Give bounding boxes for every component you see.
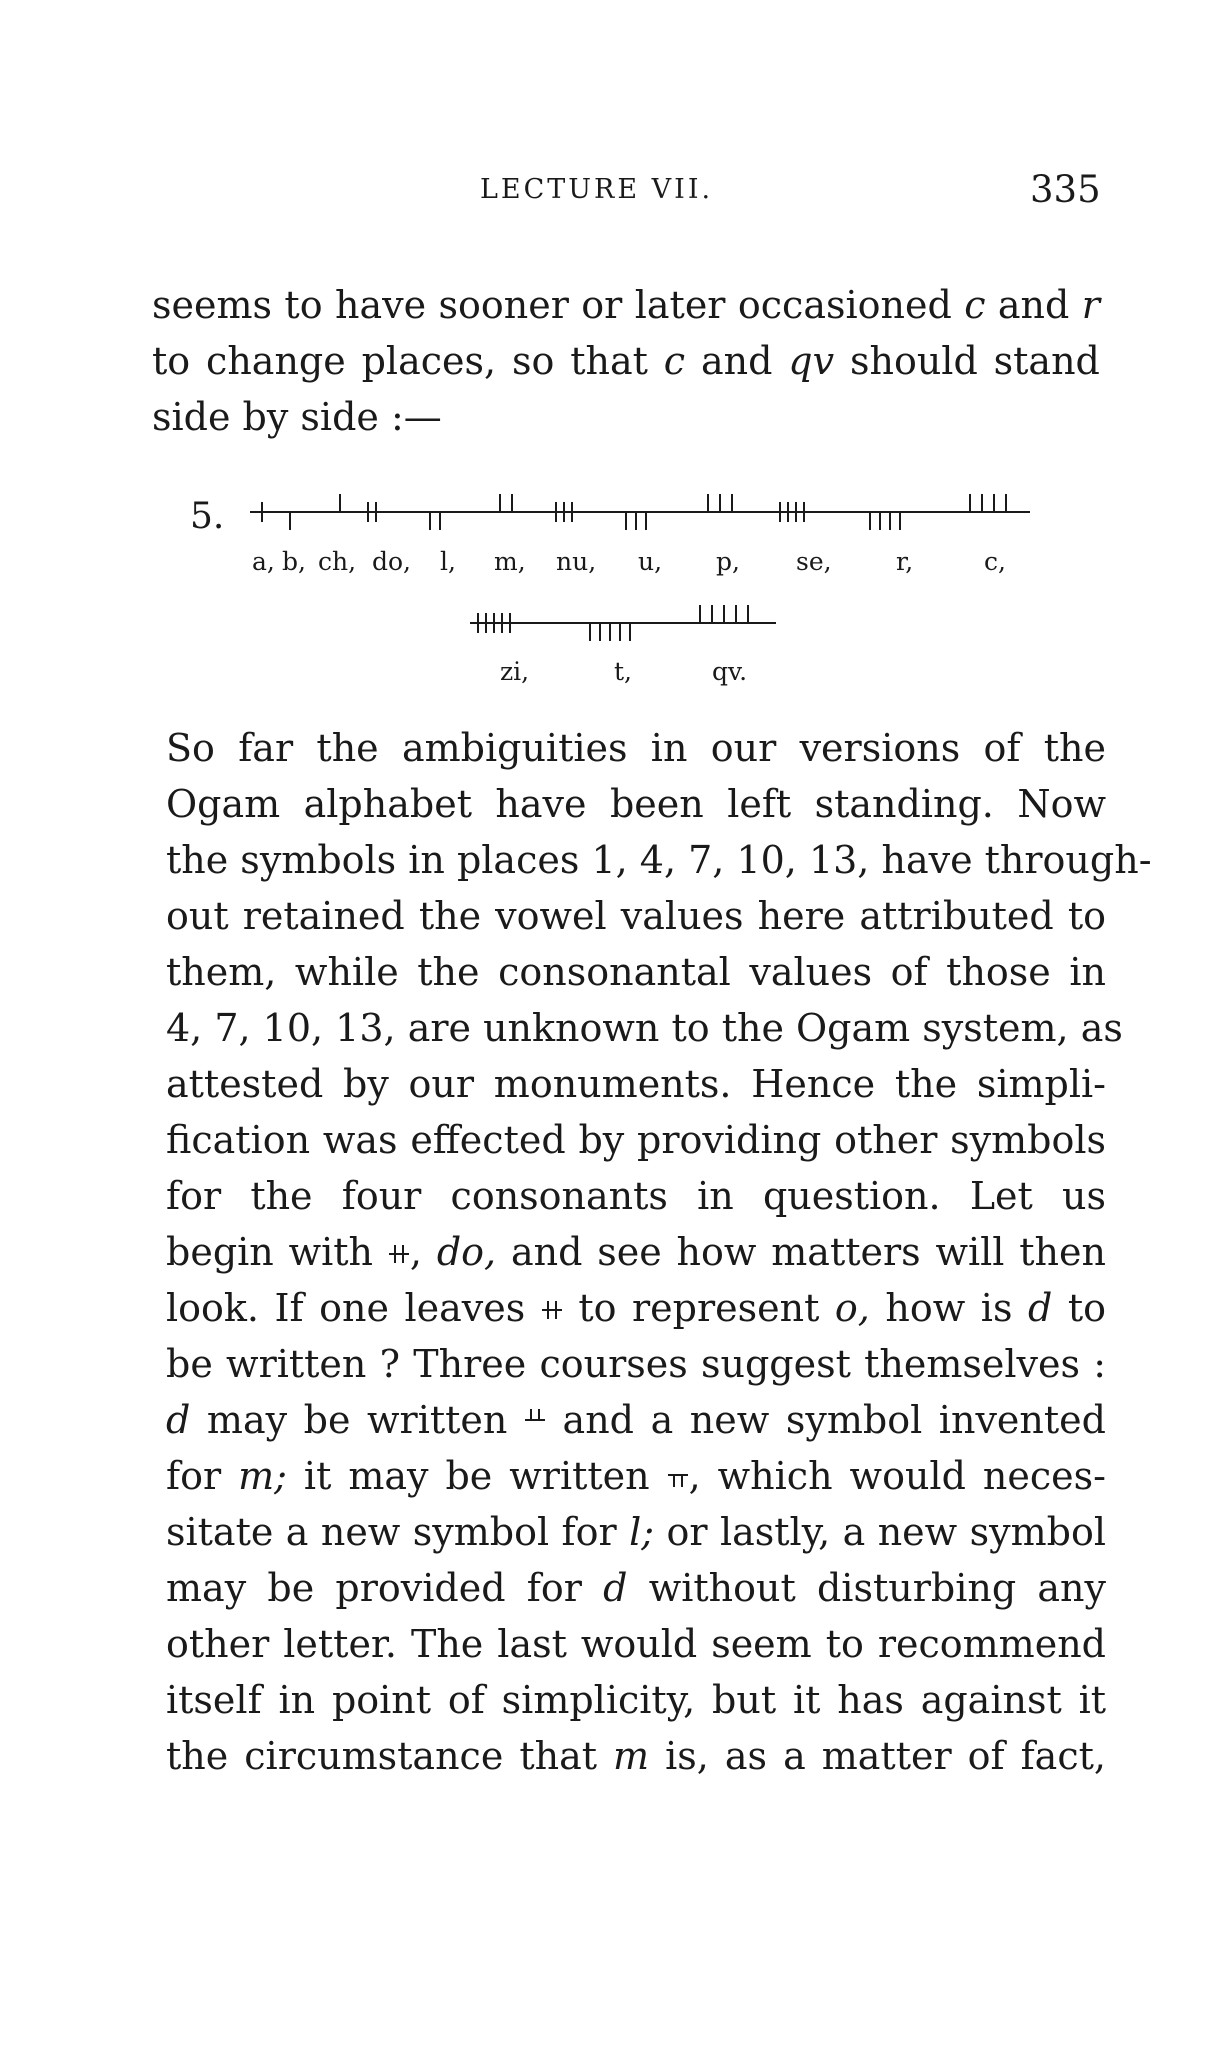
text-line: 4, 7, 10, 13, are unknown to the Ogam system, as bbox=[166, 1006, 1123, 1050]
text-segment: , bbox=[409, 1230, 422, 1274]
ogam-label: b, bbox=[282, 547, 306, 576]
ogam-two-strokes-above-symbol bbox=[524, 1392, 546, 1448]
text-line: side by side :— bbox=[152, 395, 442, 439]
text-segment: to bbox=[152, 339, 191, 383]
text-segment: or bbox=[581, 283, 623, 327]
text-line bbox=[166, 1224, 1106, 1280]
ogam-label: zi, bbox=[500, 657, 530, 686]
text-segment: seems bbox=[152, 283, 273, 327]
text-line bbox=[166, 1728, 1106, 1784]
text-segment: to represent bbox=[578, 1286, 820, 1330]
text-segment: change bbox=[206, 339, 346, 383]
ogam-alphabet-figure bbox=[0, 0, 1227, 700]
ogam-label: c, bbox=[984, 547, 1006, 576]
text-line: for the four consonants in question. Let us bbox=[166, 1174, 1106, 1218]
text-line: itself in point of simplicity, but it has against it bbox=[166, 1678, 1106, 1722]
text-segment: sooner bbox=[438, 283, 569, 327]
text-segment-italic: m; bbox=[238, 1454, 287, 1498]
text-line bbox=[166, 1448, 1106, 1504]
ogam-row-1-labels bbox=[252, 547, 1006, 576]
text-segment: stand bbox=[993, 339, 1100, 383]
text-segment: without disturbing any bbox=[648, 1566, 1106, 1610]
ogam-row-1-strokes bbox=[250, 494, 1030, 530]
example-number: 5. bbox=[190, 496, 225, 537]
text-segment: may be provided for bbox=[166, 1566, 582, 1610]
ogam-label: l, bbox=[440, 547, 456, 576]
text-segment: that bbox=[570, 339, 648, 383]
text-segment: to bbox=[284, 283, 323, 327]
text-segment: so bbox=[511, 339, 555, 383]
text-segment-italic: c bbox=[964, 283, 986, 327]
ogam-label: r, bbox=[896, 547, 914, 576]
running-head-title: LECTURE VII. bbox=[480, 174, 714, 205]
text-segment: look. If one leaves bbox=[166, 1286, 526, 1330]
text-segment: how is bbox=[885, 1286, 1013, 1330]
ogam-label: u, bbox=[638, 547, 663, 576]
text-segment: sitate a new symbol for bbox=[166, 1510, 617, 1554]
text-segment-italic: l; bbox=[629, 1510, 655, 1554]
text-segment-italic: c bbox=[663, 339, 686, 383]
text-segment: may be written bbox=[206, 1398, 508, 1442]
ogam-two-strokes-crossing-symbol bbox=[541, 1280, 563, 1336]
text-segment-italic: d bbox=[166, 1398, 191, 1442]
text-line bbox=[166, 1560, 1106, 1616]
text-segment: for bbox=[166, 1454, 222, 1498]
ogam-label: t, bbox=[614, 657, 632, 686]
page-number: 335 bbox=[1030, 168, 1101, 211]
text-segment-italic: d bbox=[603, 1566, 628, 1610]
ogam-label: ch, bbox=[318, 547, 357, 576]
text-segment: or lastly, a new symbol bbox=[666, 1510, 1106, 1554]
text-line: So far the ambiguities in our versions of the bbox=[166, 726, 1106, 770]
ogam-label: p, bbox=[716, 547, 740, 576]
ogam-two-strokes-below-symbol bbox=[667, 1448, 689, 1504]
text-segment: later bbox=[634, 283, 726, 327]
text-segment: should bbox=[849, 339, 978, 383]
text-line: them, while the consonantal values of those in bbox=[166, 950, 1106, 994]
text-segment-italic: m bbox=[613, 1734, 650, 1778]
text-segment: and bbox=[700, 339, 773, 383]
text-line bbox=[166, 1392, 1106, 1448]
text-segment: and a new symbol invented bbox=[562, 1398, 1106, 1442]
text-line: attested by our monuments. Hence the simpli- bbox=[166, 1062, 1106, 1106]
ogam-label: qv. bbox=[712, 657, 748, 686]
text-segment: it may be written bbox=[303, 1454, 650, 1498]
text-segment: have bbox=[334, 283, 427, 327]
text-segment-italic: d bbox=[1027, 1286, 1053, 1330]
text-segment: occasioned bbox=[737, 283, 952, 327]
text-segment: to bbox=[1067, 1286, 1106, 1330]
text-segment: and bbox=[997, 283, 1070, 327]
text-segment-italic: do, bbox=[436, 1230, 497, 1274]
text-segment-italic: qv bbox=[788, 339, 835, 383]
text-line: out retained the vowel values here attributed to bbox=[166, 894, 1106, 938]
text-line: Ogam alphabet have been left standing. Now bbox=[166, 782, 1106, 826]
text-line: be written ? Three courses suggest themselves : bbox=[166, 1342, 1106, 1386]
text-line: the symbols in places 1, 4, 7, 10, 13, have through- bbox=[166, 838, 1152, 882]
text-segment: , which would neces- bbox=[688, 1454, 1106, 1498]
text-segment: and see how matters will then bbox=[510, 1230, 1106, 1274]
text-segment: begin with bbox=[166, 1230, 374, 1274]
ogam-label: m, bbox=[494, 547, 526, 576]
text-line: fication was effected by providing other symbols bbox=[166, 1118, 1106, 1162]
text-line bbox=[166, 1280, 1106, 1336]
ogam-label: a, bbox=[252, 547, 275, 576]
text-line: other letter. The last would seem to recommend bbox=[166, 1622, 1106, 1666]
text-segment-italic: r bbox=[1081, 283, 1100, 327]
ogam-label: se, bbox=[796, 547, 832, 576]
text-segment: the circumstance that bbox=[166, 1734, 598, 1778]
ogam-row-2-strokes bbox=[470, 605, 776, 641]
ogam-label: do, bbox=[372, 547, 412, 576]
text-segment: is, as a matter of fact, bbox=[665, 1734, 1106, 1778]
text-segment: places, bbox=[361, 339, 497, 383]
text-segment-italic: o, bbox=[834, 1286, 870, 1330]
text-line bbox=[166, 1504, 1106, 1560]
ogam-label: nu, bbox=[556, 547, 597, 576]
ogam-row-2-labels bbox=[500, 657, 747, 686]
paragraph-main bbox=[166, 720, 1152, 1784]
ogam-two-strokes-crossing-symbol bbox=[388, 1224, 410, 1280]
